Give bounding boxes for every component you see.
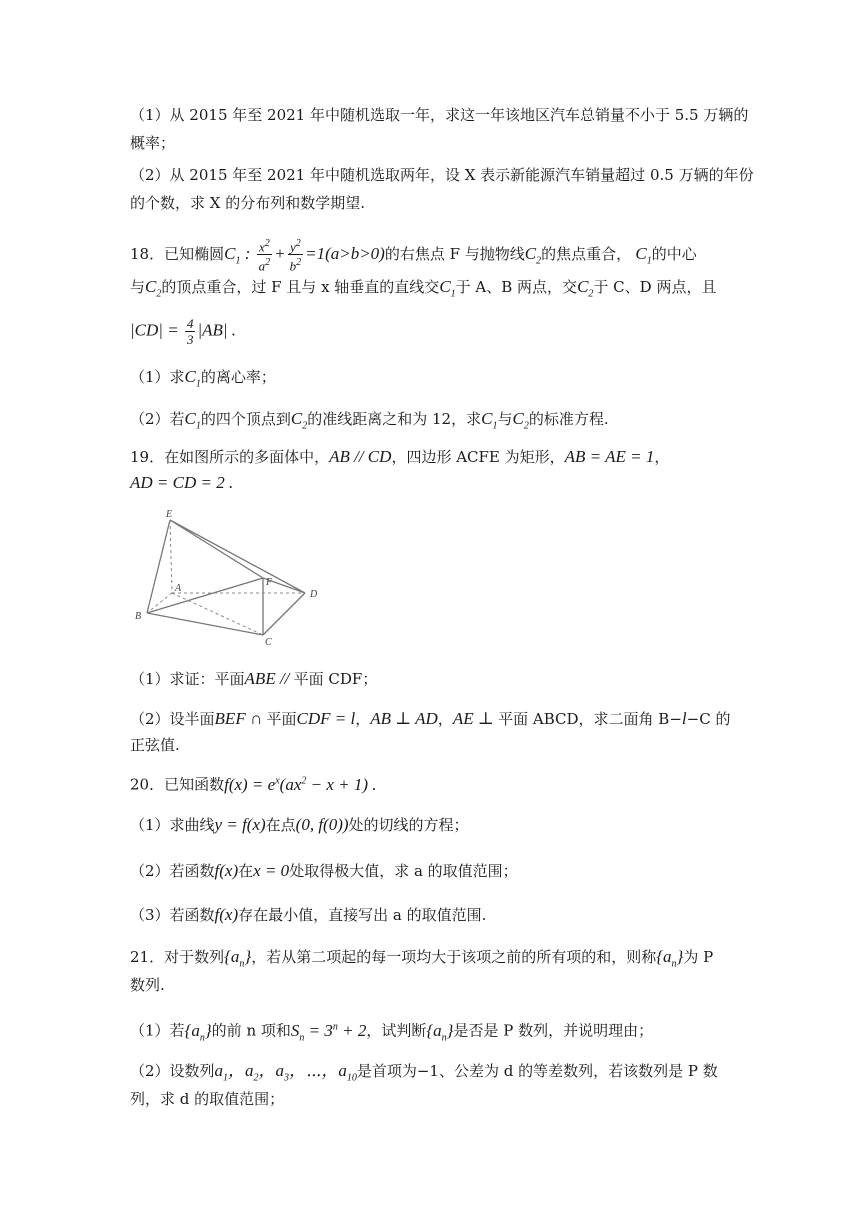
q21-part1: （1）若$\{a_n\}$的前 n 项和$S_n = 3^n + 2$，试判断$\{a_n\}$是否是 P 数列，并说明理由； (130, 1020, 654, 1044)
q17-part1-line1: （1）从 2015 年至 2021 年中随机选取一年，求这一年该地区汽车总销量不小于 5.5 万辆的 (130, 106, 749, 124)
q20-part3: （3）若函数f(x)存在最小值，直接写出 a 的取值范围. (130, 905, 487, 924)
q19-intro: 19．在如图所示的多面体中，AB // CD，四边形 ACFE 为矩形，AB = AE = 1， (130, 447, 670, 466)
q19-part1: （1）求证：平面ABE // 平面 CDF； (130, 669, 378, 688)
q18-line3: |CD| = $\frac{4}{3}$ |AB| . (130, 316, 237, 347)
q21-intro-line1: 21．对于数列$\{a_n\}$，若从第二项起的每一项均大于该项之前的所有项的和，则称$\{a_n\}$为 P (130, 947, 714, 970)
q21-part2-line1: （2）设数列$a_1$，$a_2$，$a_3$，⋯，$a_{10}$是首项为−1、公差为 d 的等差数列，若该数列是 P 数 (130, 1061, 718, 1084)
label-f: F (266, 577, 273, 588)
q20-part2: （2）若函数f(x)在x = 0处取得极大值，求 a 的取值范围； (130, 861, 518, 880)
q19-line2: AD = CD = 2 . (130, 473, 234, 492)
q17-part2-line1: （2）从 2015 年至 2021 年中随机选取两年，设 X 表示新能源汽车销量超过 0.5 万辆的年份 (130, 166, 754, 184)
q21-part2-line2: 列，求 d 的取值范围； (130, 1090, 285, 1108)
q17-part1-line2: 概率； (130, 134, 176, 152)
q20-part1: （1）求曲线y = f(x)在点(0, f(0))处的切线的方程； (130, 815, 469, 834)
label-a: A (175, 583, 182, 594)
q19-part2-line2: 正弦值. (130, 736, 180, 754)
q18-part1: （1）求$C_1$的离心率； (130, 367, 276, 390)
label-d: D (310, 589, 318, 600)
q20-intro: 20．已知函数$f(x) = e^x(ax^2 - x + 1)$ . (130, 774, 377, 794)
polyhedron-figure (130, 505, 330, 645)
q18-part2: （2）若$C_1$的四个顶点到$C_2$的准线距离之和为 12，求$C_1$与$C_2$的标准方程. (130, 409, 609, 432)
label-c: C (265, 637, 272, 645)
q21-intro-line2: 数列. (130, 976, 165, 994)
label-b: B (135, 611, 142, 622)
q19-part2-line1: （2）设半面BEF ∩ 平面CDF = l，AB ⊥ AD，AE ⊥ 平面 ABCD，求二面角 B−l−C 的 (130, 709, 731, 728)
q17-part2-line2: 的个数，求 X 的分布列和数学期望. (130, 194, 365, 212)
q18-intro: 18．已知椭圆$C_1$ : $\frac{x^2}{a^2}$ + $\frac{y^2}{b^2}$ =1(a>b>0)的右焦点 F 与抛物线$C_2$的焦点重合， $C_1$的中心 (130, 238, 697, 274)
label-e: E (166, 509, 173, 520)
q18-line2: 与$C_2$的顶点重合，过 F 且与 x 轴垂直的直线交$C_1$于 A、B 两点，交$C_2$于 C、D 两点，且 (130, 277, 717, 300)
